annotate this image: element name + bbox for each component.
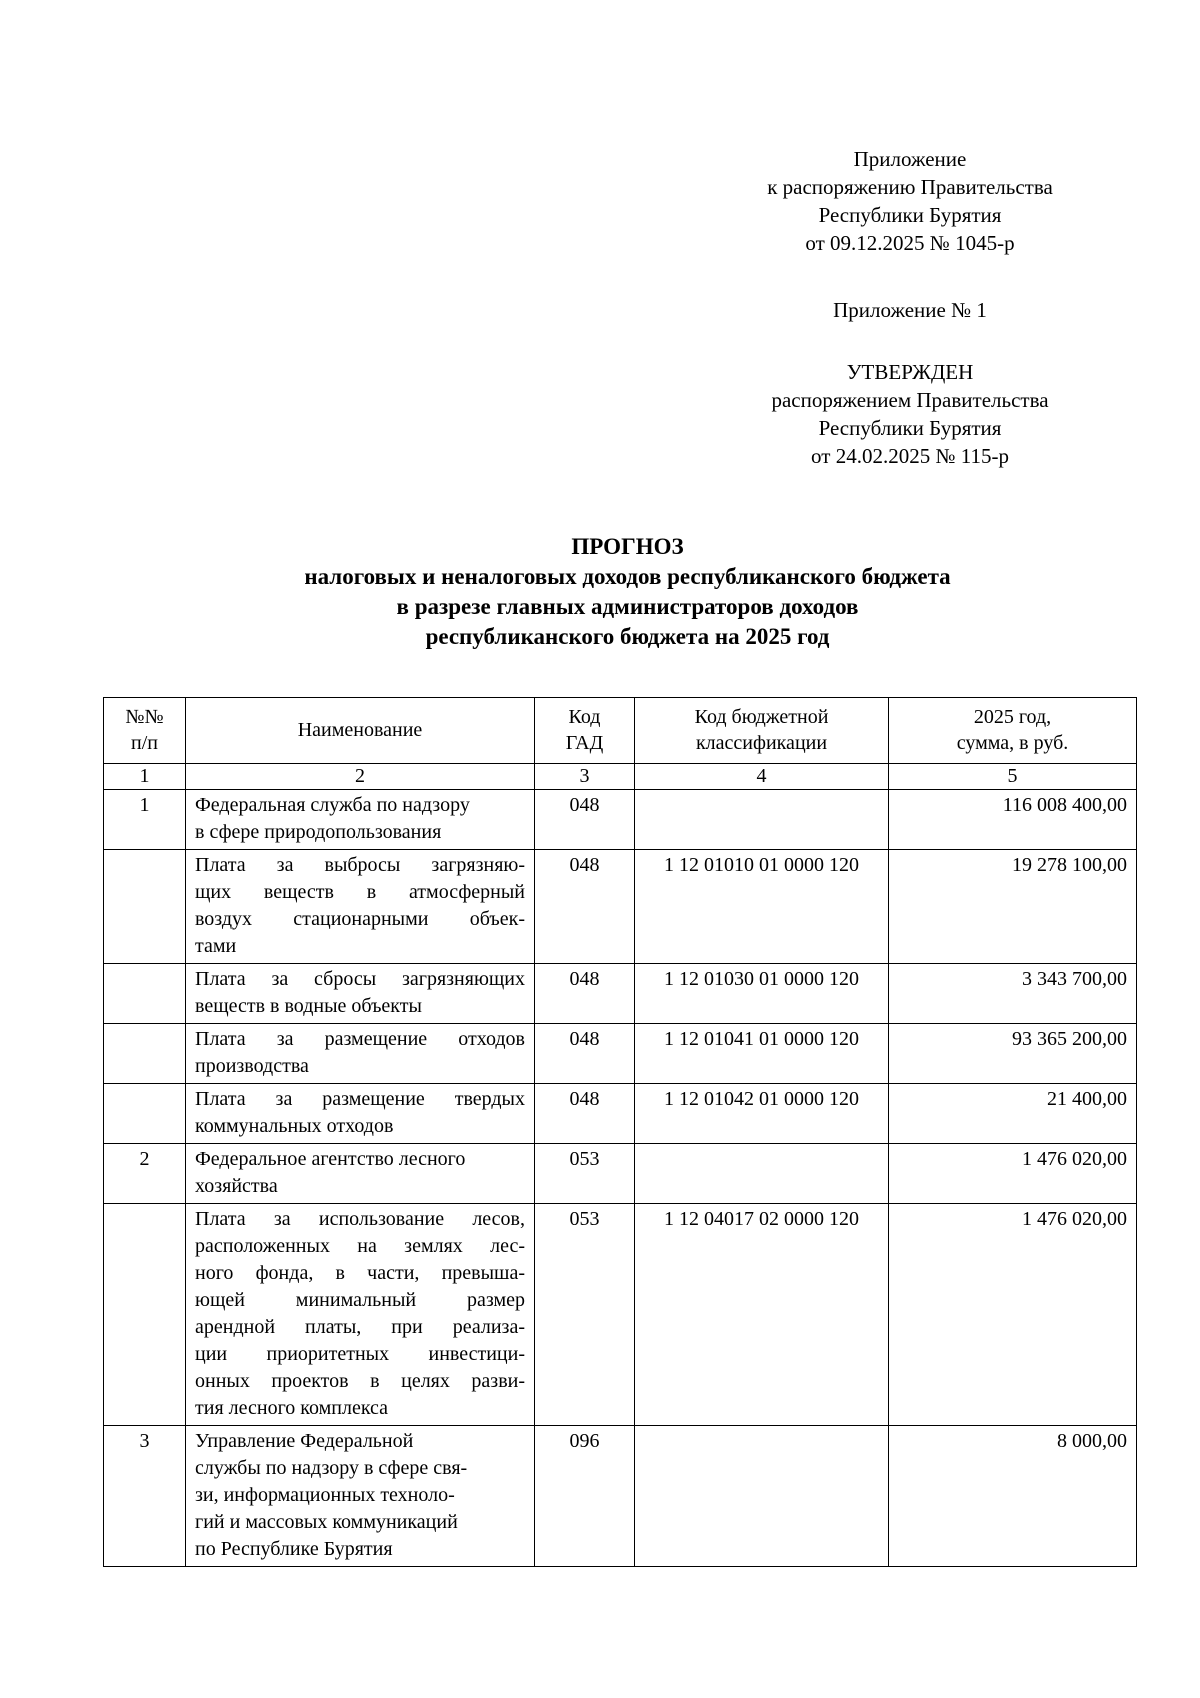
row-number bbox=[104, 850, 186, 964]
row-name-line: Федеральная служба по надзору bbox=[195, 794, 470, 816]
table-row bbox=[104, 1426, 1137, 1567]
row-number bbox=[104, 1084, 186, 1144]
row-name-line: воздух стационарными объек- bbox=[195, 908, 525, 930]
document-title bbox=[0, 532, 1200, 652]
row-amount: 1 476 020,00 bbox=[889, 1144, 1137, 1204]
table-row bbox=[104, 850, 1137, 964]
header-sum-line: сумма, в руб. bbox=[956, 732, 1069, 754]
row-number: 1 bbox=[104, 790, 186, 850]
header-name bbox=[186, 698, 535, 764]
row-name-line: Плата за размещение отходов bbox=[195, 1028, 525, 1050]
header-code bbox=[535, 698, 635, 764]
row-name-line: гий и массовых коммуникаций bbox=[195, 1511, 458, 1533]
row-name-line: онных проектов в целях разви- bbox=[195, 1370, 525, 1392]
column-number: 5 bbox=[889, 764, 1137, 790]
row-amount: 8 000,00 bbox=[889, 1426, 1137, 1567]
table-header-row bbox=[104, 698, 1137, 764]
row-name-line: Управление Федеральной bbox=[195, 1430, 414, 1452]
row-admin-code: 048 bbox=[535, 790, 635, 850]
table-row bbox=[104, 1024, 1137, 1084]
row-amount: 1 476 020,00 bbox=[889, 1204, 1137, 1426]
row-amount: 3 343 700,00 bbox=[889, 964, 1137, 1024]
approval-line: Республики Бурятия bbox=[818, 416, 1002, 440]
row-budget-code: 1 12 01010 01 0000 120 bbox=[635, 850, 889, 964]
row-admin-code: 053 bbox=[535, 1144, 635, 1204]
row-name-line: хозяйства bbox=[195, 1175, 278, 1197]
row-name bbox=[186, 1426, 535, 1567]
row-name-line: тами bbox=[195, 935, 237, 957]
row-budget-code: 1 12 04017 02 0000 120 bbox=[635, 1204, 889, 1426]
row-number: 2 bbox=[104, 1144, 186, 1204]
row-name-line: производства bbox=[195, 1055, 309, 1077]
row-name-line: ции приоритетных инвестици- bbox=[195, 1343, 525, 1365]
row-budget-code bbox=[635, 1144, 889, 1204]
row-admin-code: 048 bbox=[535, 1084, 635, 1144]
appendix-line: от 09.12.2025 № 1045-р bbox=[805, 231, 1015, 255]
row-admin-code: 048 bbox=[535, 850, 635, 964]
row-number: 3 bbox=[104, 1426, 186, 1567]
row-number bbox=[104, 964, 186, 1024]
row-name bbox=[186, 1024, 535, 1084]
row-name-line: веществ в водные объекты bbox=[195, 995, 422, 1017]
row-budget-code: 1 12 01042 01 0000 120 bbox=[635, 1084, 889, 1144]
column-number-row bbox=[104, 764, 1137, 790]
row-number bbox=[104, 1204, 186, 1426]
table-row bbox=[104, 1204, 1137, 1426]
row-name-line: ющей минимальный размер bbox=[195, 1289, 525, 1311]
row-name-line: Плата за выбросы загрязняю- bbox=[195, 854, 525, 876]
row-budget-code: 1 12 01041 01 0000 120 bbox=[635, 1024, 889, 1084]
row-name-line: Плата за использование лесов, bbox=[195, 1208, 525, 1230]
row-name bbox=[186, 850, 535, 964]
column-number: 4 bbox=[635, 764, 889, 790]
column-number: 1 bbox=[104, 764, 186, 790]
approval-line: от 24.02.2025 № 115-р bbox=[811, 444, 1009, 468]
header-num-line: №№ bbox=[125, 706, 164, 728]
header-sum-line: 2025 год, bbox=[973, 706, 1052, 728]
title-line: в разрезе главных администраторов доходов bbox=[396, 594, 859, 619]
table-row bbox=[104, 1144, 1137, 1204]
header-code-line: Код bbox=[568, 706, 601, 728]
row-name bbox=[186, 790, 535, 850]
row-name-line: коммунальных отходов bbox=[195, 1115, 394, 1137]
row-admin-code: 048 bbox=[535, 964, 635, 1024]
row-admin-code: 048 bbox=[535, 1024, 635, 1084]
row-amount: 93 365 200,00 bbox=[889, 1024, 1137, 1084]
appendix-block bbox=[700, 145, 1120, 257]
row-amount: 21 400,00 bbox=[889, 1084, 1137, 1144]
approval-block bbox=[700, 358, 1120, 470]
header-kbk-line: Код бюджетной bbox=[694, 706, 829, 728]
row-number bbox=[104, 1024, 186, 1084]
row-name-line: Плата за размещение твердых bbox=[195, 1088, 525, 1110]
row-name-line: щих веществ в атмосферный bbox=[195, 881, 525, 903]
row-name-line: в сфере природопользования bbox=[195, 821, 442, 843]
row-name bbox=[186, 1144, 535, 1204]
appendix-line: Республики Бурятия bbox=[818, 203, 1002, 227]
row-name-line: Плата за сбросы загрязняющих bbox=[195, 968, 525, 990]
appendix-line: Приложение bbox=[853, 147, 967, 171]
row-amount: 19 278 100,00 bbox=[889, 850, 1137, 964]
column-number: 3 bbox=[535, 764, 635, 790]
row-name bbox=[186, 1204, 535, 1426]
row-name-line: Федеральное агентство лесного bbox=[195, 1148, 466, 1170]
row-admin-code: 096 bbox=[535, 1426, 635, 1567]
row-name-line: по Республике Бурятия bbox=[195, 1538, 393, 1560]
row-budget-code bbox=[635, 1426, 889, 1567]
column-number: 2 bbox=[186, 764, 535, 790]
header-sum bbox=[889, 698, 1137, 764]
header-code-line: ГАД bbox=[565, 732, 604, 754]
header-name-line: Наименование bbox=[297, 719, 423, 741]
row-name bbox=[186, 964, 535, 1024]
header-kbk-line: классификации bbox=[695, 732, 828, 754]
forecast-table bbox=[103, 697, 1137, 1567]
row-name-line: расположенных на землях лес- bbox=[195, 1235, 525, 1257]
row-amount: 116 008 400,00 bbox=[889, 790, 1137, 850]
row-name-line: тия лесного комплекса bbox=[195, 1397, 389, 1419]
row-budget-code: 1 12 01030 01 0000 120 bbox=[635, 964, 889, 1024]
appendix-line: к распоряжению Правительства bbox=[767, 175, 1053, 199]
row-name-line: зи, информационных техноло- bbox=[195, 1484, 455, 1506]
header-num-line: п/п bbox=[131, 732, 158, 754]
table-row bbox=[104, 790, 1137, 850]
header-kbk bbox=[635, 698, 889, 764]
row-name-line: службы по надзору в сфере свя- bbox=[195, 1457, 468, 1479]
approval-line: УТВЕРЖДЕН bbox=[846, 360, 974, 384]
title-line: налоговых и неналоговых доходов республиканского бюджета bbox=[304, 564, 951, 589]
row-name bbox=[186, 1084, 535, 1144]
header-num bbox=[104, 698, 186, 764]
table-row bbox=[104, 964, 1137, 1024]
row-budget-code bbox=[635, 790, 889, 850]
row-name-line: ного фонда, в части, превыша- bbox=[195, 1262, 525, 1284]
row-admin-code: 053 bbox=[535, 1204, 635, 1426]
row-name-line: арендной платы, при реализа- bbox=[195, 1316, 525, 1338]
title-line: ПРОГНОЗ bbox=[571, 534, 684, 559]
table-row bbox=[104, 1084, 1137, 1144]
approval-line: распоряжением Правительства bbox=[771, 388, 1049, 412]
annex-number: Приложение № 1 bbox=[833, 298, 987, 322]
title-line: республиканского бюджета на 2025 год bbox=[425, 624, 830, 649]
